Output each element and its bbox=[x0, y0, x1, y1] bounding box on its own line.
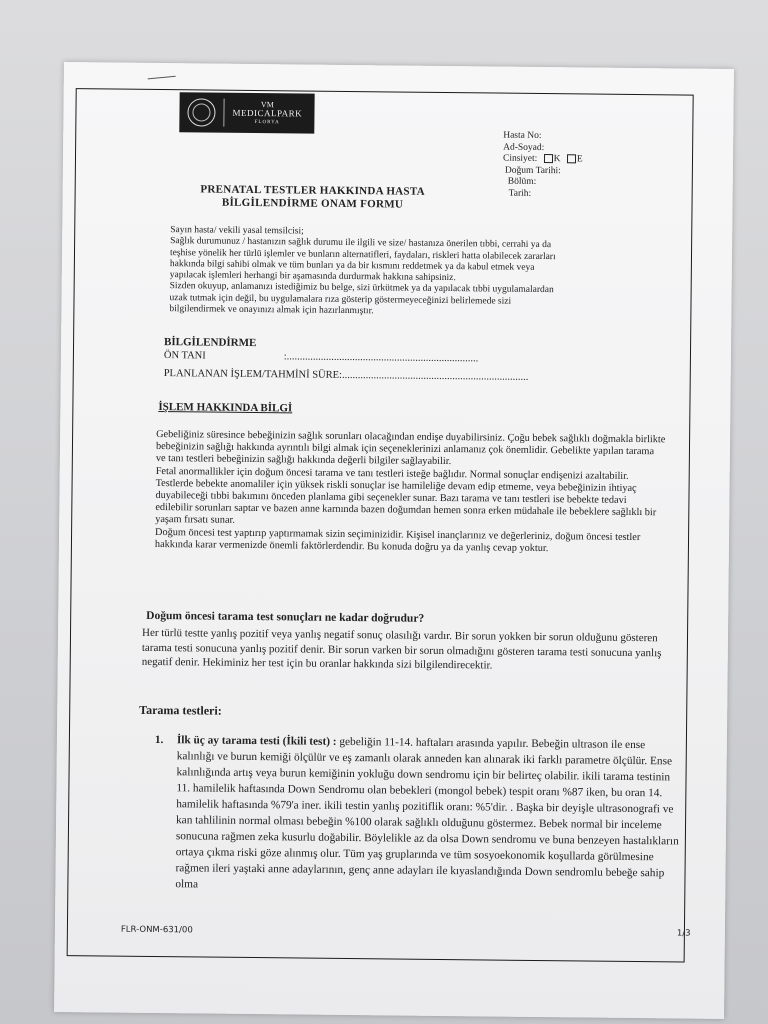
on-tani-label: ÖN TANI bbox=[163, 350, 206, 362]
hasta-no-label: Hasta No: bbox=[503, 130, 542, 142]
form-code: FLR-ONM-631/00 bbox=[120, 924, 193, 936]
form-title bbox=[182, 183, 442, 212]
islem-heading: İŞLEM HAKKINDA BİLGİ bbox=[158, 401, 293, 415]
intro-line: Sizden okuyup, anlamanızı istediğimiz bu belge, sizi ürkütmek ya da yapılacak tıbbi uygulamalardan bbox=[169, 281, 554, 296]
logo-vm: VM bbox=[260, 99, 274, 109]
item-lead: İlk üç ay tarama testi (İkili test) : bbox=[176, 734, 337, 748]
item-number: 1. bbox=[154, 733, 164, 747]
intro-line: Sayın hasta/ vekili yasal temsilcisi; bbox=[170, 225, 304, 237]
islem-paragraph: Fetal anormallikler için doğum öncesi tarama ve tanı testleri isteğe bağlıdır. Normal sonuçlar endişenizi azaltabilir. Testlerde bebekte anomaliler için yüksek riskli sonuçlar ise hamileliğe devam edip etmeme, veya bebeğinizin ihtiyaç duyabileceği tıbbi bakımını önceden planlama gibi seçenekler sunar. Bazı tarama ve tanı testleri ise bebekte tedavi edilebilir sorunları saptar ve bazen anne karnında bazen doğumdan hemen sonra erken müdahale ile bebeklere sağlıklı bir yaşam fırsatı sunar. bbox=[155, 465, 657, 527]
item-body: gebeliğin 11-14. haftaları arasında yapılır. Bebeğin ultrason ile ense kalınlığı ve burun kemiği ölçülür ve eş zamanlı olarak anneden kan alınarak iki farklı parametre ölçülür. Ense kalınlığında artış veya burun kemiğinin yokluğu down sendromu için bir belirteç olabilir. ikili tarama testinin 11. hamilelik haftasında Down Sendromu olan bebekleri (mongol bebek) tespit oranı %87 iken, bu oran 14. hamilelik haftasında %79'a iner. ikili testin yanlış pozitiflik oranı: %5'dir. . Başka bir deyişle ultrasonografi ve kan tahlilinin normal olması bebeğin %100 olarak sağlıklı olduğunu göstermez. Bebek normal bir inceleme sonucuna rağmen zeka kusurlu doğabilir. Böylelikle az da olsa Down sendromu ve buna benzeyen hastalıkların ortaya çıkma riski göze alınmış olur. Tüm yaş gruplarında ve tüm sosyoekonomik koşullarda görülmesine rağmen ileri yaştaki anne adaylarının, genç anne adayları ile kıyaslandığında Down sendromlu bebeğe sahip olma bbox=[175, 735, 679, 891]
on-tani-field[interactable]: :......................................................................... bbox=[283, 351, 479, 365]
bolum-label: Bölüm: bbox=[507, 176, 537, 187]
planlanan-field[interactable]: ....................................................................... bbox=[341, 369, 529, 383]
form-title-line1: PRENATAL TESTLER HAKKINDA HASTA bbox=[200, 183, 426, 198]
dogruluk-heading: Doğum öncesi tarama test sonuçları ne kadar doğrudur? bbox=[146, 609, 425, 625]
islem-body bbox=[155, 429, 666, 556]
dogruluk-body: Her türlü testte yanlış pozitif veya yanlış negatif sonuç olasılığı vardır. Bir sorun yokken bir sorun olduğunu gösteren tarama testi sonucuna yanlış pozitif denir. Bir sorun varken bir sorun olmadığını gösteren tarama testi sonucuna yanlış negatif denir. Hekiminiz her test için bu oranlar hakkında sizi bilgilendirecektir. bbox=[141, 626, 662, 672]
intro-line: yapılacak işlemleri herhangi bir aşamasında durdurmak hakkına sahipsiniz. bbox=[169, 270, 456, 284]
intro-line: teşhise yönelik her türlü işlemler ve bunların alternatifleri, faydaları, riskleri hatta olabilecek zararları bbox=[169, 247, 556, 262]
logo-divider bbox=[223, 99, 224, 127]
ad-soyad-label: Ad-Soyad: bbox=[503, 142, 545, 153]
page-number: 1/3 bbox=[676, 928, 691, 939]
islem-paragraph: Doğum öncesi test yaptırıp yaptırmamak sizin seçiminizidir. Kişisel inançlarınız ve değerleriniz, doğum öncesi testler hakkında karar vermenizde önemli faktörlerdendir. Bu konuda doğru ya da yanlış cevap yoktur. bbox=[154, 526, 641, 554]
item-text bbox=[175, 732, 685, 897]
dogum-tarihi-label: Doğum Tarihi: bbox=[504, 165, 561, 176]
tarama-item-1 bbox=[153, 732, 685, 898]
cinsiyet-row bbox=[503, 154, 583, 166]
pen-mark bbox=[148, 76, 176, 83]
cinsiyet-label: Cinsiyet: bbox=[502, 153, 538, 164]
tarih-label: Tarih: bbox=[508, 188, 532, 199]
bilgilendirme-section bbox=[164, 336, 664, 385]
logo-name: MEDICALPARK bbox=[232, 107, 303, 118]
intro-line: uzak tutmak için değil, bu uygulamalara rıza gösterip göstermeyeceğinizi belirlemede sizi bbox=[169, 292, 512, 307]
intro-line: Sağlık durumunuz / hastanızın sağlık durumu ile ilgili ve size/ hastanıza önerilen tıbbi, cerrahi ya da bbox=[170, 236, 552, 251]
checkbox-e[interactable] bbox=[567, 155, 576, 164]
intro-paragraph bbox=[169, 225, 670, 321]
logo-sub: FLORYA bbox=[254, 119, 280, 125]
checkbox-k[interactable] bbox=[544, 154, 553, 163]
bilgilendirme-heading: BİLGİLENDİRME bbox=[164, 336, 257, 350]
tarama-heading: Tarama testleri: bbox=[139, 702, 222, 718]
intro-line: hakkında bilgi sahibi olmak ve tüm bunları ya da bir kısmını reddetmek ya da kabul etmek veya bbox=[169, 259, 535, 273]
hospital-logo bbox=[179, 92, 314, 133]
patient-info-block bbox=[503, 131, 583, 201]
checkbox-k-label: K bbox=[553, 154, 561, 165]
logo-brand bbox=[232, 99, 302, 127]
logo-seal-icon bbox=[187, 98, 215, 126]
islem-paragraph: Gebeliğiniz süresince bebeğinizin sağlık sorunları olacağından endişe duyabilirsiniz. Çoğu bebek sağlıklı doğmakla birlikte bebeğinizin sağlığı hakkında ayrıntılı bilgi almak için seçeneklerinizi anlamanız çok önemlidir. Gebelikte yapılan tarama ve tanı testleri bebeğinizin sağlığı hakkında değerli bilgiler sağlayabilir. bbox=[155, 428, 666, 468]
planlanan-label: PLANLANAN İŞLEM/TAHMİNİ SÜRE: bbox=[163, 368, 343, 381]
form-page bbox=[54, 62, 734, 1019]
intro-line: bilgilendirmek ve onayınızı almak için hazırlanmıştır. bbox=[169, 304, 374, 317]
form-title-line2: BİLGİLENDİRME ONAM FORMU bbox=[221, 196, 404, 211]
checkbox-e-label: E bbox=[576, 154, 583, 165]
